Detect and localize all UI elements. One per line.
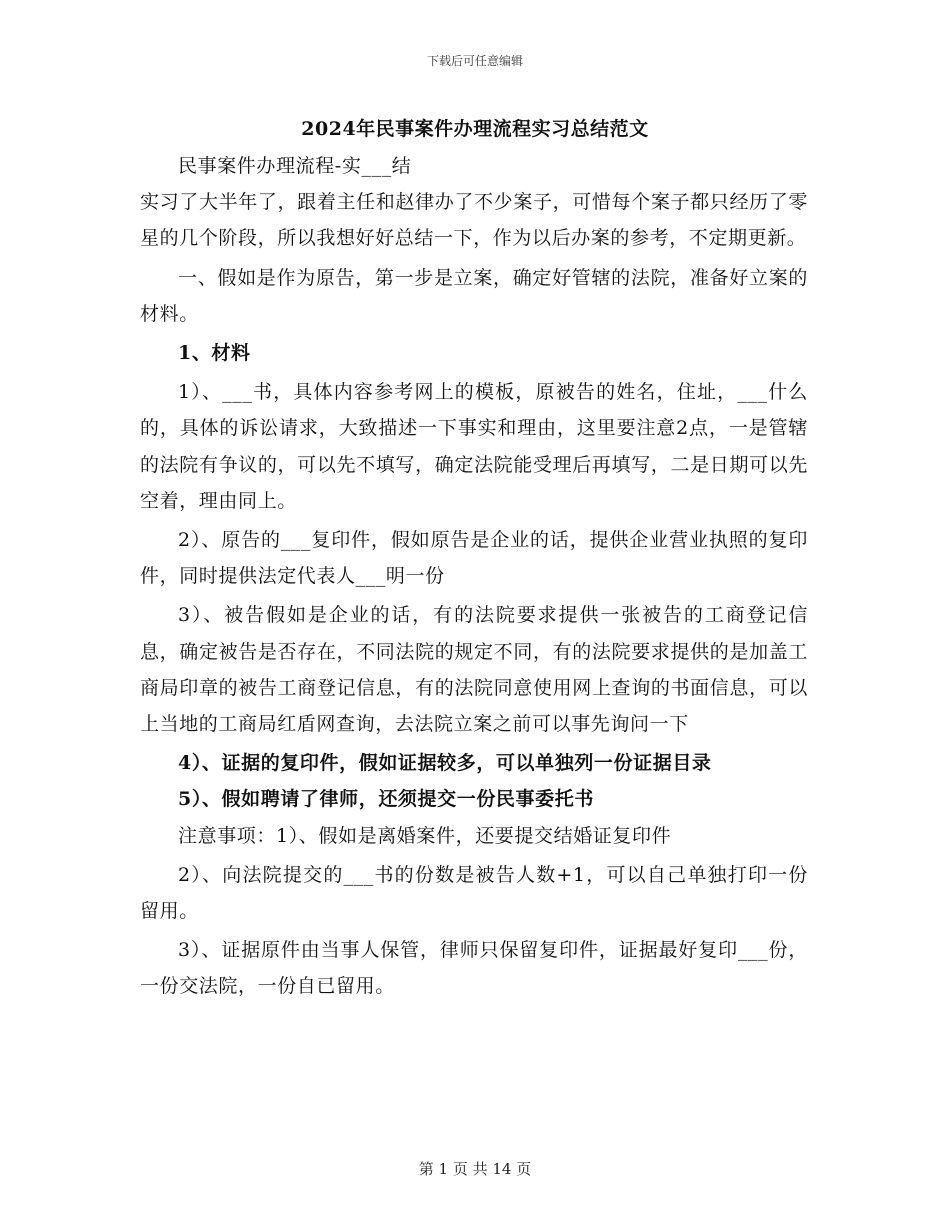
paragraph-note-3: 3）、证据原件由当事人保管，律师只保留复印件，证据最好复印___份，一份交法院，一份自已留用。	[140, 939, 808, 998]
paragraph-note-2: 2）、向法院提交的___书的份数是被告人数+1，可以自己单独打印一份留用。	[140, 863, 808, 923]
document-body	[140, 148, 808, 1005]
paragraph-note-1: 注意事项：1）、假如是离婚案件，还要提交结婚证复印件	[178, 824, 672, 847]
paragraph-material-4: 4）、证据的复印件，假如证据较多，可以单独列一份证据目录	[178, 752, 712, 775]
heading-materials: 1、材料	[178, 342, 251, 365]
page-number: 第 1 页 共 14 页	[418, 1160, 532, 1178]
paragraph-subtitle: 民事案件办理流程-实___结	[178, 155, 412, 177]
paragraph-material-5: 5）、假如聘请了律师，还须提交一份民事委托书	[178, 788, 594, 811]
document-title: 2024年民事案件办理流程实习总结范文	[301, 118, 649, 140]
header-note: 下载后可任意编辑	[426, 54, 523, 68]
paragraph-material-1: 1）、___书，具体内容参考网上的模板，原被告的姓名，住址，___什么的，具体的诉讼请求，大致描述一下事实和理由，这里要注意2点，一是管辖的法院有争议的，可以先不填写，确定法院能受理后再填写，二是日期可以先空着，理由同上。	[140, 381, 808, 512]
paragraph-intro: 实习了大半年了，跟着主任和赵律办了不少案子，可惜每个案子都只经历了零星的几个阶段，所以我想好好总结一下，作为以后办案的参考，不定期更新。	[140, 191, 808, 250]
paragraph-step-one: 一、假如是作为原告，第一步是立案，确定好管辖的法院，准备好立案的材料。	[140, 266, 808, 325]
paragraph-material-3: 3）、被告假如是企业的话，有的法院要求提供一张被告的工商登记信息，确定被告是否存在，不同法院的规定不同，有的法院要求提供的是加盖工商局印章的被告工商登记信息，有的法院同意使用网上查询的书面信息，可以上当地的工商局红盾网查询，去法院立案之前可以事先询问一下	[140, 604, 808, 736]
paragraph-material-2: 2）、原告的___复印件，假如原告是企业的话，提供企业营业执照的复印件，同时提供法定代表人___明一份	[140, 529, 808, 588]
